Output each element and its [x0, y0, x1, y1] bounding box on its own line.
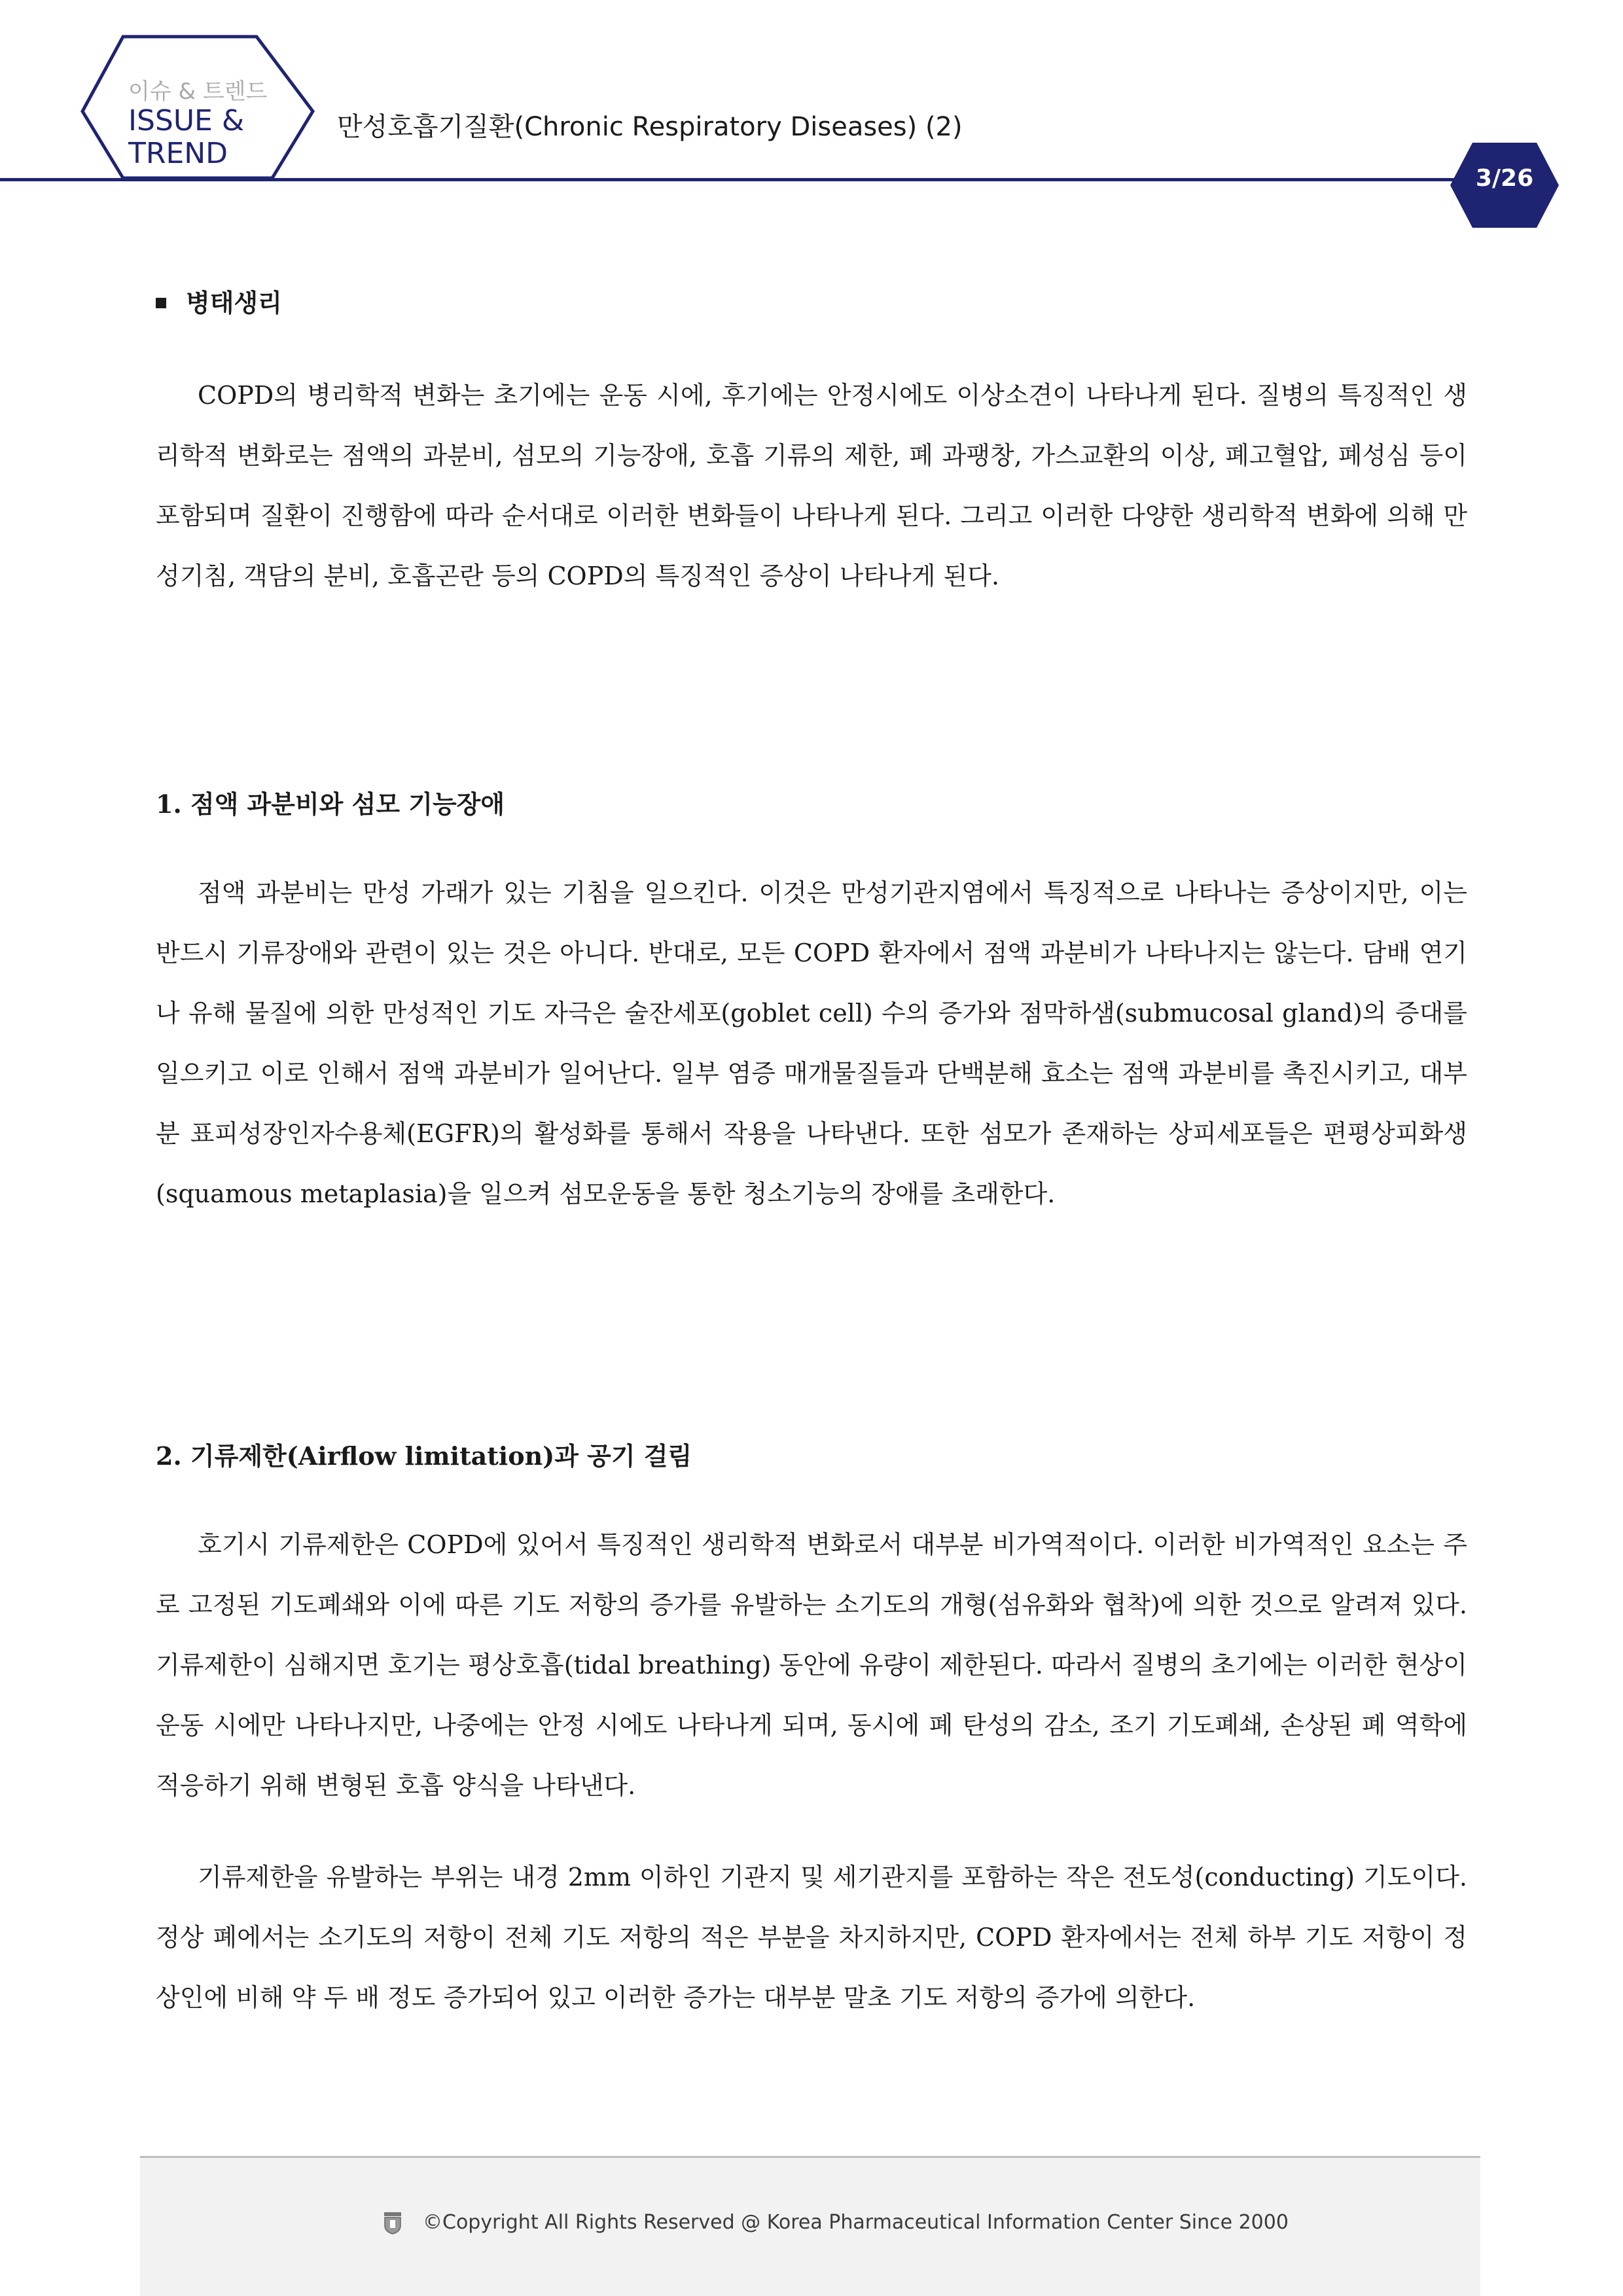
page-number: 3/26: [1475, 165, 1534, 192]
copyright-text: ©Copyright All Rights Reserved @ Korea Pharmaceutical Information Center Since 2000: [423, 2211, 1289, 2234]
emblem-icon: [383, 2211, 402, 2234]
logo-korean-text: 이슈 & 트렌드: [128, 79, 268, 105]
section-2-title: 2. 기류제한(Airflow limitation)과 공기 걸림: [156, 1441, 692, 1471]
logo-line-1: ISSUE &: [128, 104, 245, 137]
square-bullet-icon: [156, 298, 166, 308]
document-title: 만성호흡기질환(Chronic Respiratory Diseases) (2): [337, 112, 963, 142]
bullet-heading-text: 병태생리: [186, 288, 282, 317]
intro-paragraph: COPD의 병리학적 변화는 초기에는 운동 시에, 후기에는 안정시에도 이상소견이 나타나게 된다. 질병의 특징적인 생리학적 변화로는 점액의 과분비, 섬모의 기능장애, 호흡 기류의 제한, 폐 과팽창, 가스교환의 이상, 폐고혈압, 폐성심 등이 포함되며 질환이 진행함에 따라 순서대로 이러한 변화들이 나타나게 된다. 그리고 이러한 다양한 생리학적 변화에 의해 만성기침, 객담의 분비, 호흡곤란 등의 COPD의 특징적인 증상이 나타나게 된다.: [156, 381, 1467, 590]
section-2-paragraph-2: 기류제한을 유발하는 부위는 내경 2mm 이하인 기관지 및 세기관지를 포함하는 작은 전도성(conducting) 기도이다. 정상 폐에서는 소기도의 저항이 전체 기도 저항의 적은 부분을 차지하지만, COPD 환자에서는 전체 하부 기도 저항이 정상인에 비해 약 두 배 정도 증가되어 있고 이러한 증가는 대부분 말초 기도 저항의 증가에 의한다.: [156, 1863, 1467, 2012]
logo-english-text: [128, 105, 244, 170]
section-1-title: 1. 점액 과분비와 섬모 기능장애: [156, 789, 505, 819]
section-2-paragraph-1: 호기시 기류제한은 COPD에 있어서 특징적인 생리학적 변화로서 대부분 비가역적이다. 이러한 비가역적인 요소는 주로 고정된 기도폐쇄와 이에 따른 기도 저항의 증가를 유발하는 소기도의 개형(섬유화와 협착)에 의한 것으로 알려져 있다. 기류제한이 심해지면 호기는 평상호흡(tidal breathing) 동안에 유량이 제한된다. 따라서 질병의 초기에는 이러한 현상이 운동 시에만 나타나지만, 나중에는 안정 시에도 나타나게 되며, 동시에 폐 탄성의 감소, 조기 기도폐쇄, 손상된 폐 역학에 적응하기 위해 변형된 호흡 양식을 나타낸다.: [156, 1530, 1467, 1800]
section-1-paragraph: 점액 과분비는 만성 가래가 있는 기침을 일으킨다. 이것은 만성기관지염에서 특징적으로 나타나는 증상이지만, 이는 반드시 기류장애와 관련이 있는 것은 아니다. 반대로, 모든 COPD 환자에서 점액 과분비가 나타나지는 않는다. 담배 연기나 유해 물질에 의한 만성적인 기도 자극은 술잔세포(goblet cell) 수의 증가와 점막하샘(submucosal gland)의 증대를 일으키고 이로 인해서 점액 과분비가 일어난다. 일부 염증 매개물질들과 단백분해 효소는 점액 과분비를 촉진시키고, 대부분 표피성장인자수용체(EGFR)의 활성화를 통해서 작용을 나타낸다. 또한 섬모가 존재하는 상피세포들은 편평상피화생(squamous metaplasia)을 일으켜 섬모운동을 통한 청소기능의 장애를 초래한다.: [156, 878, 1467, 1208]
section-heading-pathophysiology: [156, 283, 282, 319]
logo-line-2: TREND: [128, 137, 228, 170]
